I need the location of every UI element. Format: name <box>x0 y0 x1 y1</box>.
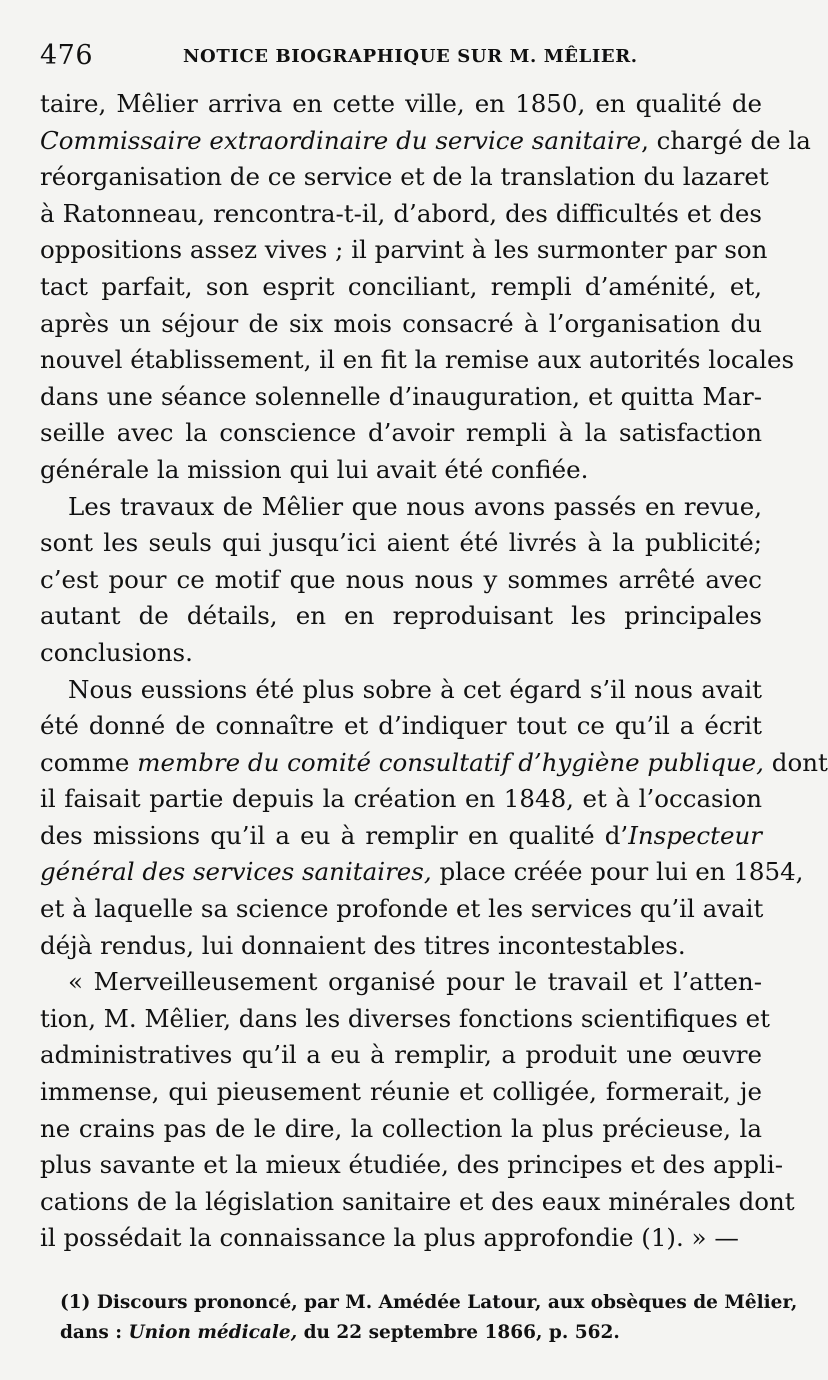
italic-run: membre du comité consultatif d’hygiène publique, <box>137 747 764 777</box>
text-run: immense, qui pieusement réunie et colligée, formerait, je <box>40 1077 762 1107</box>
text-run: été donné de connaître et d’indiquer tout ce qu’il a écrit <box>40 711 762 741</box>
text-run: administratives qu’il a eu à remplir, a produit une œuvre <box>40 1040 762 1070</box>
text-line <box>40 123 811 160</box>
text-line <box>40 672 762 709</box>
running-title: NOTICE BIOGRAPHIQUE SUR M. MÊLIER. <box>183 46 638 67</box>
text-run: comme <box>40 747 138 777</box>
text-line <box>40 452 762 489</box>
text-line <box>40 1001 770 1038</box>
text-line <box>40 1184 795 1221</box>
text-run: déjà rendus, lui donnaient des titres incontestables. <box>40 930 686 960</box>
text-line <box>40 818 762 855</box>
text-run: place créée pour lui en 1854, <box>431 857 804 887</box>
text-line <box>40 86 762 123</box>
text-run: générale la mission qui lui avait été confiée. <box>40 454 589 484</box>
italic-run: général des services sanitaires, <box>40 857 432 887</box>
footnote-line <box>60 1318 766 1348</box>
text-run: taire, Mêlier arriva en cette ville, en 1850, en qualité de <box>40 89 762 118</box>
text-run: tact parfait, son esprit conciliant, rempli d’aménité, et, <box>40 271 762 301</box>
text-run: à Ratonneau, rencontra-t-il, d’abord, des difficultés et des <box>40 198 762 228</box>
text-run: conclusions. <box>40 637 193 667</box>
text-line <box>40 964 762 1001</box>
text-run: du 22 septembre 1866, p. 562. <box>297 1322 620 1343</box>
text-run: sont les seuls qui jusqu’ici aient été livrés à la publicité; <box>40 528 762 558</box>
text-line <box>40 1111 762 1148</box>
text-line <box>40 306 762 343</box>
text-run: cations de la législation sanitaire et des eaux minérales dont <box>40 1186 795 1216</box>
text-run: nouvel établissement, il en fit la remise aux autorités locales <box>40 345 795 375</box>
text-run: dans une séance solennelle d’inauguration, et quitta Mar- <box>40 381 762 411</box>
text-run: dont <box>763 747 828 777</box>
body-text <box>40 86 828 1257</box>
text-line <box>40 525 762 562</box>
paragraph <box>40 86 811 489</box>
text-line <box>40 196 762 233</box>
text-run: et à laquelle sa science profonde et les services qu’il avait <box>40 894 764 924</box>
text-run: Les travaux de Mêlier que nous avons passés en revue, <box>68 491 762 521</box>
paragraph <box>40 489 762 672</box>
text-line <box>40 1147 783 1184</box>
text-run: après un séjour de six mois consacré à l’organisation du <box>40 308 762 338</box>
text-line <box>40 928 762 965</box>
text-line <box>40 1220 762 1257</box>
text-line <box>40 1037 762 1074</box>
text-line <box>40 854 804 891</box>
text-line <box>40 745 828 782</box>
text-line <box>40 159 769 196</box>
text-run: seille avec la conscience d’avoir rempli à la satisfaction <box>40 418 762 448</box>
page-header <box>40 40 780 80</box>
text-run: Nous eussions été plus sobre à cet égard s’il nous avait <box>68 674 762 704</box>
text-line <box>40 598 762 635</box>
paragraph <box>40 672 828 965</box>
text-run: « Merveilleusement organisé pour le travail et l’atten- <box>68 967 762 997</box>
text-line <box>40 562 762 599</box>
footnotes <box>60 1288 798 1348</box>
text-line <box>40 891 762 928</box>
text-line <box>40 635 762 672</box>
italic-run: Union médicale, <box>128 1322 298 1343</box>
italic-run: Inspecteur <box>628 820 762 850</box>
text-run: (1) Discours prononcé, par M. Amédée Latour, aux obsèques de Mêlier, <box>60 1292 798 1313</box>
paragraph <box>40 964 795 1257</box>
text-run: il possédait la connaissance la plus approfondie (1). » — <box>40 1223 739 1253</box>
text-line <box>40 708 762 745</box>
text-line <box>40 489 762 526</box>
text-run: c’est pour ce motif que nous nous y sommes arrêté avec <box>40 564 762 594</box>
text-run: dans : <box>60 1322 129 1343</box>
text-line <box>40 342 795 379</box>
text-line <box>40 379 762 416</box>
text-line <box>40 781 762 818</box>
text-run: il faisait partie depuis la création en 1848, et à l’occasion <box>40 784 762 814</box>
text-line <box>40 1074 762 1111</box>
text-run: autant de détails, en en reproduisant les principales <box>40 601 762 631</box>
text-line <box>40 232 768 269</box>
text-run: ne crains pas de le dire, la collection la plus précieuse, la <box>40 1113 762 1143</box>
text-run: , chargé de la <box>641 125 811 155</box>
text-run: plus savante et la mieux étudiée, des principes et des appli- <box>40 1150 783 1180</box>
text-line <box>40 269 762 306</box>
text-run: tion, M. Mêlier, dans les diverses fonctions scientifiques et <box>40 1003 770 1033</box>
footnote-line <box>60 1288 798 1318</box>
text-line <box>40 415 762 452</box>
page-number: 476 <box>40 40 94 71</box>
text-run: des missions qu’il a eu à remplir en qualité d’ <box>40 820 629 850</box>
text-run: oppositions assez vives ; il parvint à les surmonter par son <box>40 235 768 265</box>
text-run: réorganisation de ce service et de la translation du lazaret <box>40 162 769 192</box>
italic-run: Commissaire extraordinaire du service sanitaire <box>40 125 642 155</box>
